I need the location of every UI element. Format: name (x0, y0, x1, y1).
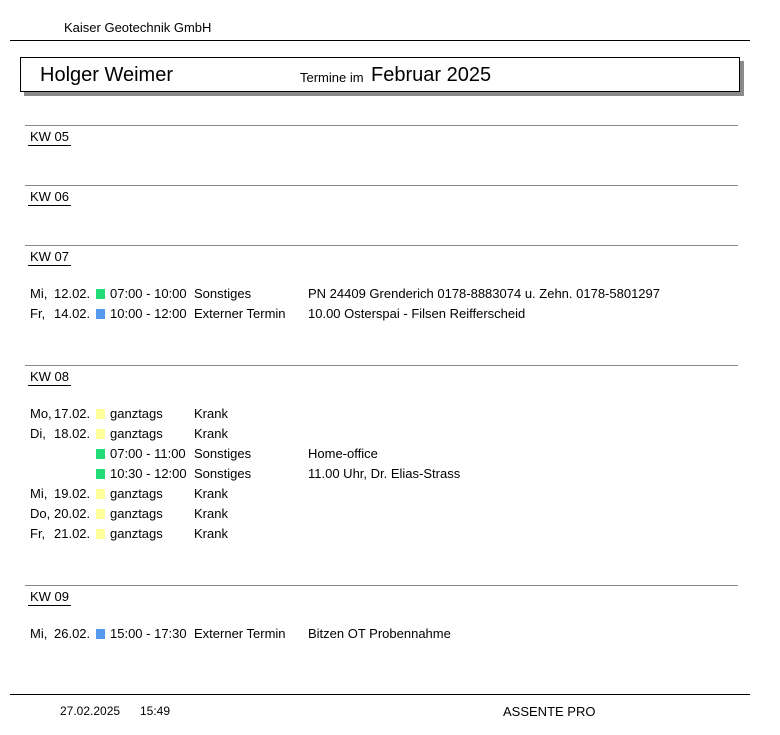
description: PN 24409 Grenderich 0178-8883074 u. Zehn. 0178-5801297 (308, 286, 660, 301)
week-label: KW 07 (30, 249, 70, 264)
appointment-row[interactable] (0, 466, 780, 486)
appointment-type: Krank (194, 426, 228, 441)
description: 11.00 Uhr, Dr. Elias-Strass (308, 466, 461, 481)
weekday: Mi, (30, 486, 48, 501)
time: ganztags (110, 486, 163, 501)
company-name: Kaiser Geotechnik GmbH (64, 20, 212, 35)
week-separator (25, 185, 738, 186)
week-separator (25, 365, 738, 366)
appointment-type: Krank (194, 506, 228, 521)
category-color-icon (96, 449, 105, 459)
category-color-icon (96, 309, 105, 319)
category-color-icon (96, 409, 105, 419)
week-separator (25, 245, 738, 246)
app-name: ASSENTE PRO (503, 704, 596, 719)
weekday: Do, (30, 506, 51, 521)
date: 18.02. (54, 426, 91, 441)
description: Home-office (308, 446, 378, 461)
date: 21.02. (54, 526, 91, 541)
appointment-type: Sonstiges (194, 446, 252, 461)
appointment-type: Krank (194, 486, 228, 501)
appointment-row[interactable] (0, 506, 780, 526)
time: ganztags (110, 406, 163, 421)
date: 19.02. (54, 486, 91, 501)
weekday: Fr, (30, 526, 46, 541)
appointment-type: Krank (194, 526, 228, 541)
appointment-row[interactable] (0, 486, 780, 506)
header-rule (10, 40, 750, 41)
week-separator (25, 125, 738, 126)
month-title: Februar 2025 (371, 64, 492, 86)
appointment-row[interactable] (0, 426, 780, 446)
time: 07:00 - 11:00 (110, 446, 186, 461)
appointment-row[interactable] (0, 406, 780, 426)
appointment-type: Sonstiges (194, 466, 252, 481)
category-color-icon (96, 529, 105, 539)
time: 10:00 - 12:00 (110, 306, 187, 321)
time: 15:00 - 17:30 (110, 626, 187, 641)
appointment-row[interactable] (0, 526, 780, 546)
footer-rule (10, 694, 750, 695)
date: 26.02. (54, 626, 91, 641)
weekday: Mo, (30, 406, 52, 421)
date: 17.02. (54, 406, 91, 421)
time: ganztags (110, 426, 163, 441)
appointment-type: Sonstiges (194, 286, 252, 301)
date: 12.02. (54, 286, 91, 301)
category-color-icon (96, 509, 105, 519)
appointment-row[interactable] (0, 306, 780, 326)
description: Bitzen OT Probennahme (308, 626, 451, 641)
week-label: KW 08 (30, 369, 70, 384)
appointment-type: Krank (194, 406, 228, 421)
appointment-row[interactable] (0, 286, 780, 306)
termin-label: Termine im (300, 70, 364, 85)
print-date: 27.02.2025 (60, 704, 121, 718)
category-color-icon (96, 629, 105, 639)
time: ganztags (110, 526, 163, 541)
weekday: Fr, (30, 306, 46, 321)
appointment-row[interactable] (0, 626, 780, 646)
title-box (20, 57, 740, 92)
category-color-icon (96, 489, 105, 499)
category-color-icon (96, 429, 105, 439)
week-label: KW 06 (30, 189, 70, 204)
week-separator (25, 585, 738, 586)
week-label: KW 09 (30, 589, 70, 604)
date: 14.02. (54, 306, 91, 321)
category-color-icon (96, 469, 105, 479)
person-name: Holger Weimer (40, 64, 173, 86)
appointment-type: Externer Termin (194, 306, 286, 321)
weekday: Mi, (30, 286, 48, 301)
description: 10.00 Osterspai - Filsen Reifferscheid (308, 306, 526, 321)
weekday: Mi, (30, 626, 48, 641)
print-time: 15:49 (140, 704, 171, 718)
date: 20.02. (54, 506, 91, 521)
category-color-icon (96, 289, 105, 299)
weekday: Di, (30, 426, 46, 441)
appointment-row[interactable] (0, 446, 780, 466)
week-label: KW 05 (30, 129, 70, 144)
time: 10:30 - 12:00 (110, 466, 187, 481)
appointment-type: Externer Termin (194, 626, 286, 641)
time: ganztags (110, 506, 163, 521)
time: 07:00 - 10:00 (110, 286, 187, 301)
